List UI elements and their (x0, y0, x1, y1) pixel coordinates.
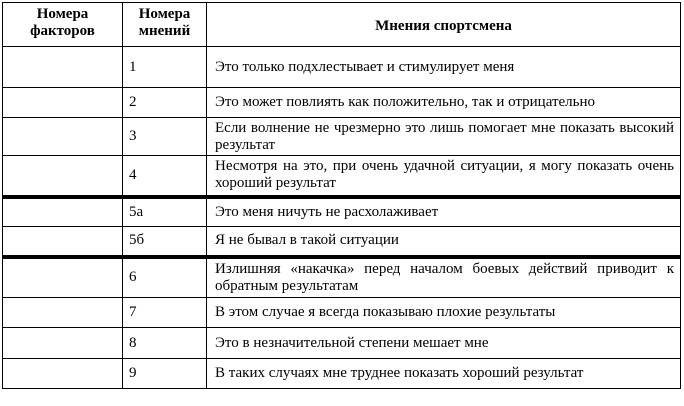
table-row (3, 47, 681, 88)
table-row (3, 328, 681, 359)
opinion-number: 9 (123, 359, 207, 389)
factor-cell (3, 298, 123, 328)
factor-cell (3, 359, 123, 389)
table-row (3, 197, 681, 227)
opinion-number: 4 (123, 156, 207, 197)
factor-cell (3, 328, 123, 359)
factor-cell (3, 257, 123, 298)
header-factors: Номера факторов (3, 3, 123, 47)
table-row (3, 156, 681, 197)
factor-cell (3, 197, 123, 227)
opinions-table (2, 2, 681, 389)
table-row (3, 359, 681, 389)
factor-cell (3, 118, 123, 156)
header-opinions: Мнения спортсмена (207, 3, 681, 47)
table-row (3, 257, 681, 298)
opinion-number: 5а (123, 197, 207, 227)
opinion-text: Если волнение не чрезмерно это лишь помогает мне показать высокий результат (207, 118, 681, 156)
opinion-text: Это может повлиять как положительно, так и отрицательно (207, 88, 681, 118)
opinion-text: Это только подхлестывает и стимулирует меня (207, 47, 681, 88)
opinion-text: Излишняя «накачка» перед началом боевых действий приводит к обратным результатам (207, 257, 681, 298)
factor-cell (3, 227, 123, 257)
opinion-text: Я не бывал в такой ситуации (207, 227, 681, 257)
opinion-number: 3 (123, 118, 207, 156)
opinion-text: Несмотря на это, при очень удачной ситуации, я могу показать очень хороший результат (207, 156, 681, 197)
table-row (3, 88, 681, 118)
header-row (3, 3, 681, 47)
opinion-number: 7 (123, 298, 207, 328)
opinion-number: 5б (123, 227, 207, 257)
opinion-number: 1 (123, 47, 207, 88)
header-opinion-numbers: Номера мнений (123, 3, 207, 47)
table-row (3, 227, 681, 257)
opinion-number: 6 (123, 257, 207, 298)
factor-cell (3, 88, 123, 118)
opinion-text: Это меня ничуть не расхолаживает (207, 197, 681, 227)
factor-cell (3, 47, 123, 88)
opinion-text: В этом случае я всегда показываю плохие результаты (207, 298, 681, 328)
factor-cell (3, 156, 123, 197)
opinion-number: 8 (123, 328, 207, 359)
opinion-number: 2 (123, 88, 207, 118)
table-row (3, 298, 681, 328)
opinion-text: В таких случаях мне труднее показать хороший результат (207, 359, 681, 389)
table-row (3, 118, 681, 156)
opinion-text: Это в незначительной степени мешает мне (207, 328, 681, 359)
